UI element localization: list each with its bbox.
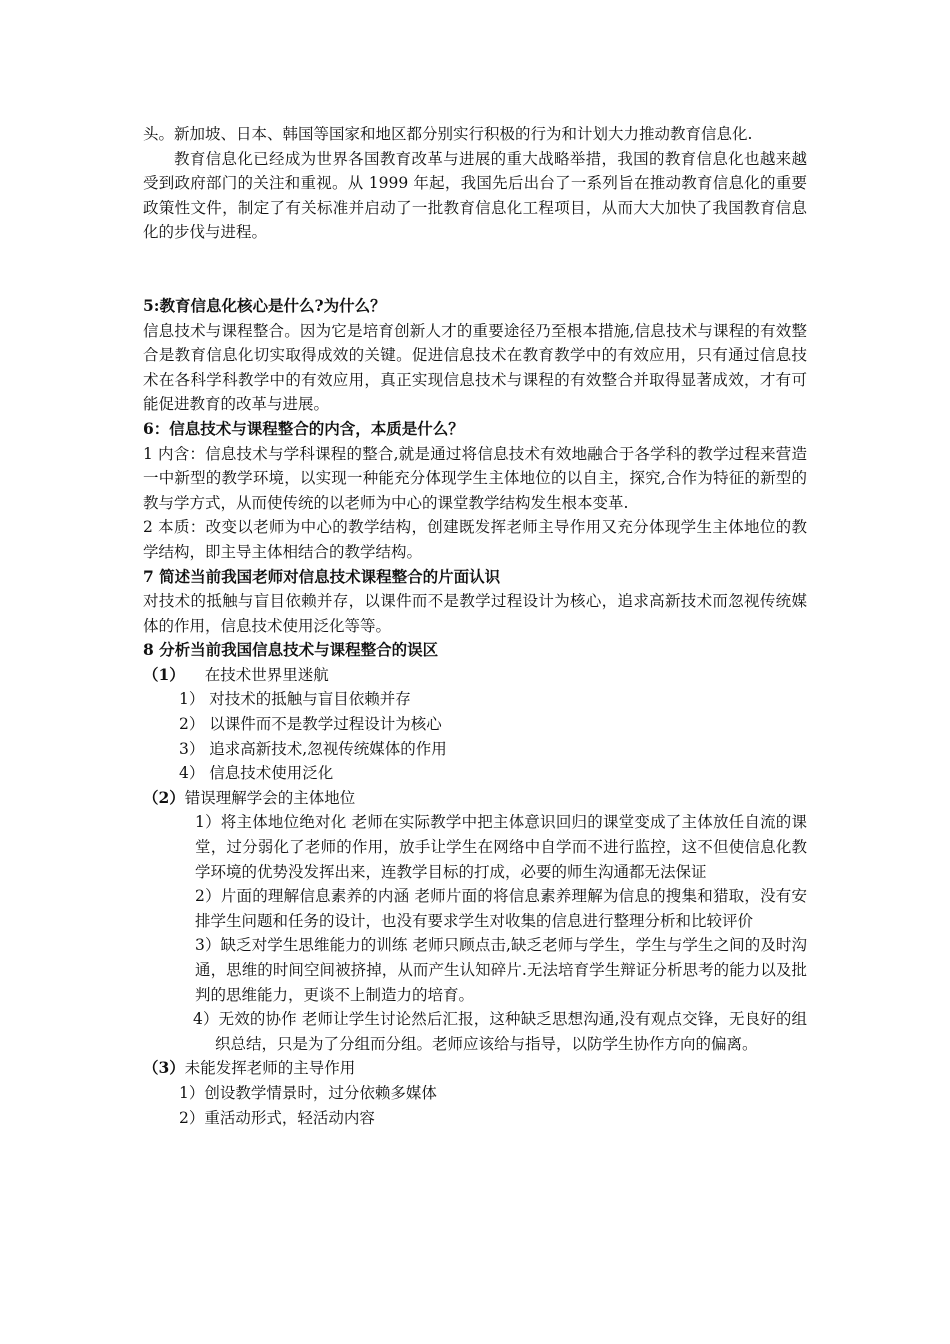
- subsection-title: 错误理解学会的主体地位: [184, 788, 356, 807]
- document-page: [143, 122, 807, 1130]
- list-item: 2）片面的理解信息素养的内涵 老师片面的将信息素养理解为信息的搜集和猎取，没有安排学生问题和任务的设计，也没有要求学生对收集的信息进行整理分析和比较评价: [195, 887, 807, 930]
- q5-heading: 5:教育信息化核心是什么?为什么？: [143, 295, 386, 315]
- subsection-title: 在技术世界里迷航: [204, 665, 329, 684]
- intro-paragraph-1: 头。新加坡、日本、韩国等国家和地区都分别实行积极的行为和计划大力推动教育信息化.: [143, 125, 753, 143]
- subsection-number: （3）: [143, 1058, 185, 1078]
- subsection-title: 未能发挥老师的主导作用: [184, 1059, 356, 1078]
- list-item: 3） 追求高新技术,忽视传统媒体的作用: [179, 739, 447, 758]
- subsection-number: （1）: [143, 664, 185, 684]
- list-item: 3）缺乏对学生思维能力的训练 老师只顾点击,缺乏老师与学生，学生与学生之间的及时沟通，思维的时间空间被挤掉，从而产生认知碎片.无法培育学生辩证分析思考的能力以及批判的思维能力，更谈不上制造力的培育。: [195, 936, 807, 1004]
- q6-heading: 6：信息技术与课程整合的内含，本质是什么？: [143, 418, 464, 438]
- q5-answer: 信息技术与课程整合。因为它是培育创新人才的重要途径乃至根本措施,信息技术与课程的有效整合是教育信息化切实取得成效的关键。促进信息技术在教育教学中的有效应用，只有通过信息技术在各科学科教学中的有效应用，真正实现信息技术与课程的有效整合并取得显著成效，才有可能促进教育的改革与进展。: [143, 321, 807, 414]
- list-item: 1）将主体地位绝对化 老师在实际教学中把主体意识回归的课堂变成了主体放任自流的课堂，过分弱化了老师的作用，放手让学生在网络中自学而不进行监控，这不但使信息化教学环境的优势没发挥出来，连教学目标的打成，必要的师生沟通都无法保证: [195, 813, 807, 881]
- q8-subsection-1: [143, 663, 807, 688]
- list-item: 2） 以课件而不是教学过程设计为核心: [179, 715, 442, 734]
- q8-subsection-3: [143, 1056, 807, 1081]
- q6-essence: 2 本质：改变以老师为中心的教学结构，创建既发挥老师主导作用又充分体现学生主体地位的教学结构，即主导主体相结合的教学结构。: [143, 518, 807, 561]
- list-item: 4） 信息技术使用泛化: [179, 764, 334, 783]
- subsection-number: （2）: [143, 787, 185, 807]
- list-item: 4）无效的协作 老师让学生讨论然后汇报，这种缺乏思想沟通,没有观点交锋，无良好的组织总结，只是为了分组而分组。老师应该给与指导，以防学生协作方向的偏离。: [193, 1010, 807, 1053]
- list-item: 2）重活动形式，轻活动内容: [179, 1108, 375, 1127]
- q6-meaning: 1 内含：信息技术与学科课程的整合,就是通过将信息技术有效地融合于各学科的教学过程来营造一中新型的教学环境，以实现一种能充分体现学生主体地位的以自主，探究,合作为特征的新型的教与学方式，从而使传统的以老师为中心的课堂教学结构发生根本变革.: [143, 444, 807, 512]
- intro-paragraph-2: 教育信息化已经成为世界各国教育改革与进展的重大战略举措，我国的教育信息化也越来越受到政府部门的关注和重视。从 1999 年起，我国先后出台了一系列旨在推动教育信息化的重要政策性文件，制定了有关标准并启动了一批教育信息化工程项目，从而大大加快了我国教育信息化的步伐与进程。: [143, 149, 807, 242]
- q8-heading: 8 分析当前我国信息技术与课程整合的误区: [143, 640, 439, 660]
- q7-answer: 对技术的抵触与盲目依赖并存，以课件而不是教学过程设计为核心，追求高新技术而忽视传统媒体的作用，信息技术使用泛化等等。: [143, 592, 807, 635]
- q8-subsection-2: [143, 786, 807, 811]
- list-item: 1）创设教学情景时，过分依赖多媒体: [179, 1083, 437, 1102]
- list-item: 1） 对技术的抵触与盲目依赖并存: [179, 690, 411, 709]
- q7-heading: 7 简述当前我国老师对信息技术课程整合的片面认识: [143, 566, 501, 586]
- section-gap: [143, 245, 807, 294]
